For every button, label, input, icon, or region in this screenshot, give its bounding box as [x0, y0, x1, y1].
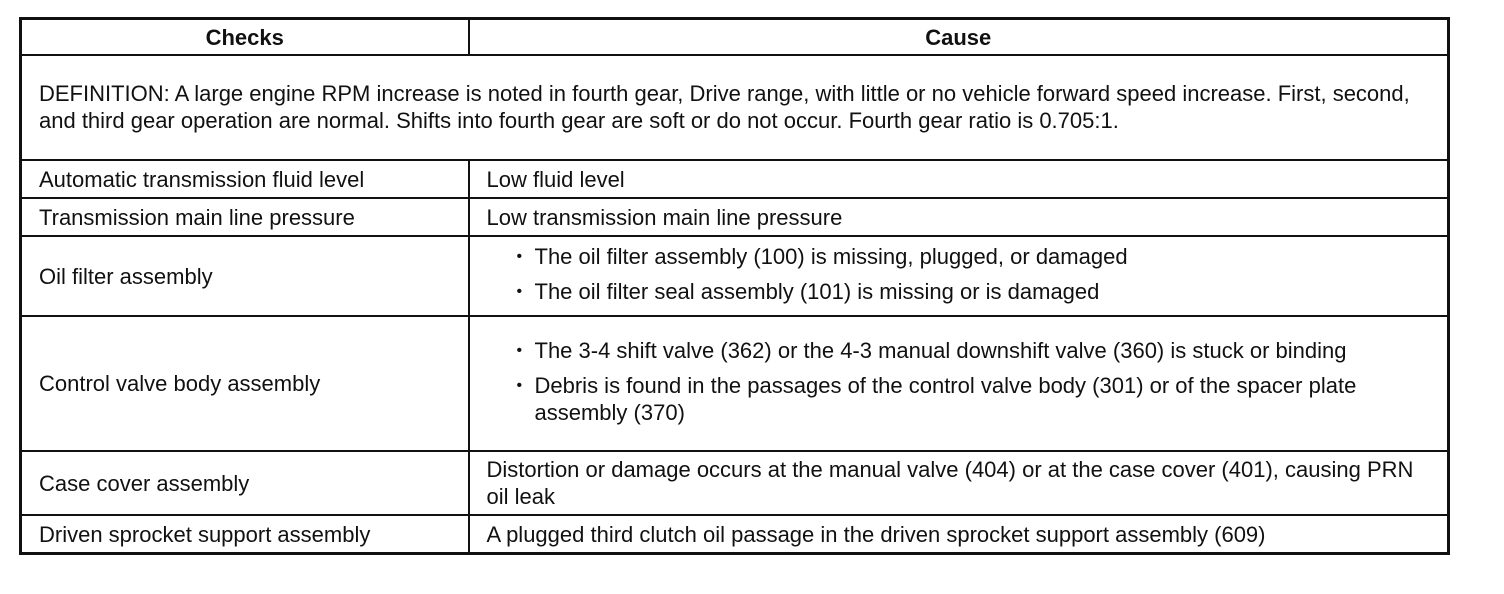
cause-list [487, 337, 1431, 426]
table-row [21, 236, 1449, 316]
table-row [21, 160, 1449, 198]
table-row [21, 198, 1449, 236]
bullet-icon: • [516, 342, 523, 359]
check-cell: Transmission main line pressure [21, 198, 469, 236]
check-cell: Automatic transmission fluid level [21, 160, 469, 198]
check-cell: Case cover assembly [21, 451, 469, 515]
cause-cell: A plugged third clutch oil passage in the driven sprocket support assembly (609) [469, 515, 1449, 554]
cause-list-item [517, 243, 1431, 270]
bullet-icon: • [516, 283, 523, 300]
cause-item-text: The oil filter seal assembly (101) is missing or is damaged [534, 279, 1100, 304]
table-row [21, 515, 1449, 554]
definition-row [21, 55, 1449, 160]
table-row [21, 451, 1449, 515]
cause-item-text: Debris is found in the passages of the control valve body (301) or of the spacer plate assembly (370) [534, 373, 1357, 425]
header-checks: Checks [21, 19, 469, 56]
cause-item-text: The oil filter assembly (100) is missing, plugged, or damaged [534, 244, 1128, 269]
cause-cell: Low fluid level [469, 160, 1449, 198]
cause-list-item [517, 278, 1431, 305]
bullet-icon: • [516, 248, 523, 265]
cause-list-item [517, 372, 1431, 426]
table-row [21, 316, 1449, 451]
diagnostic-table [19, 17, 1450, 555]
cause-list-item [517, 337, 1431, 364]
check-cell: Oil filter assembly [21, 236, 469, 316]
check-cell: Driven sprocket support assembly [21, 515, 469, 554]
header-cause: Cause [469, 19, 1449, 56]
cause-cell: Low transmission main line pressure [469, 198, 1449, 236]
table-header-row [21, 19, 1449, 56]
cause-cell [469, 236, 1449, 316]
cause-cell: Distortion or damage occurs at the manual valve (404) or at the case cover (401), causing PRN oil leak [469, 451, 1449, 515]
cause-list [487, 243, 1431, 305]
check-cell: Control valve body assembly [21, 316, 469, 451]
bullet-icon: • [516, 377, 523, 394]
definition-text: DEFINITION: A large engine RPM increase is noted in fourth gear, Drive range, with little or no vehicle forward speed increase. First, second, and third gear operation are normal. Shifts into fourth gear are soft or do not occur. Fourth gear ratio is 0.705:1. [21, 55, 1449, 160]
cause-item-text: The 3-4 shift valve (362) or the 4-3 manual downshift valve (360) is stuck or binding [534, 338, 1347, 363]
cause-cell [469, 316, 1449, 451]
